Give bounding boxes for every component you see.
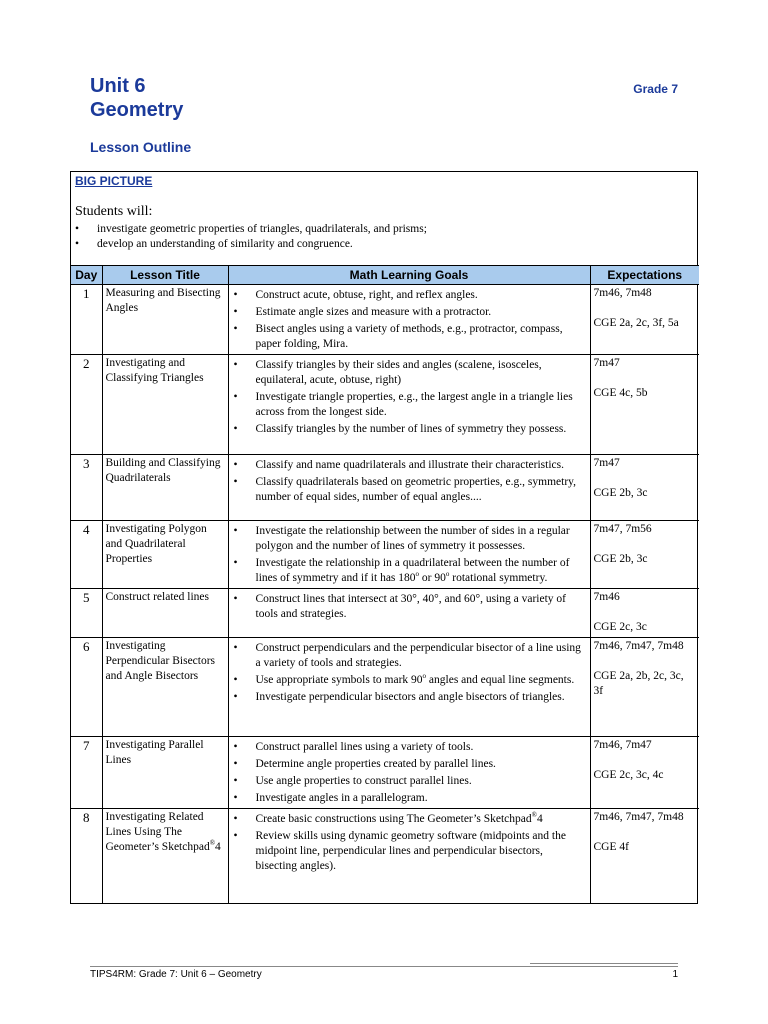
lesson-title-cell: Measuring and Bisecting Angles [102,285,228,355]
expectations-cell [590,638,699,737]
goal-item: • Construct perpendiculars and the perpendicular bisector of a line using a variety of tools and strategies. [232,641,587,671]
day-cell: 4 [71,521,102,589]
lesson-outline-frame [70,171,698,904]
day-cell: 6 [71,638,102,737]
expectations-cell [590,737,699,809]
cge-codes: CGE 2a, 2c, 3f, 5a [593,317,679,329]
goals-cell [228,285,590,355]
expectation-codes: 7m47, 7m56 [593,523,652,535]
goals-cell [228,521,590,589]
lesson-title-cell: Investigating and Classifying Triangles [102,355,228,455]
header-math-goals: Math Learning Goals [228,266,590,285]
cge-codes: CGE 2a, 2b, 2c, 3c, 3f [593,670,684,697]
day-cell: 5 [71,589,102,638]
goal-text: angles and equal line segments. [426,674,575,686]
lesson-title-cell: Investigating Perpendicular Bisectors and Angle Bisectors [102,638,228,737]
goals-cell [228,355,590,455]
goal-item: • Estimate angle sizes and measure with a protractor. [232,305,587,320]
day-cell: 3 [71,455,102,521]
footer-rule-short [530,963,678,964]
goal-item: • Construct lines that intersect at 30°, 40°, and 60°, using a variety of tools and strategies. [232,592,587,622]
lesson-outline-heading: Lesson Outline [90,139,192,155]
day-cell: 7 [71,737,102,809]
table-header-row [71,266,699,285]
degree-mark: o [445,570,450,579]
lesson-title-cell: Investigating Parallel Lines [102,737,228,809]
goal-item [232,812,587,827]
goals-cell [228,455,590,521]
header-lesson-title: Lesson Title [102,266,228,285]
list-item: • investigate geometric properties of triangles, quadrilaterals, and prisms; [75,222,693,237]
goal-item: • Construct parallel lines using a variety of tools. [232,740,587,755]
lesson-title-cell [102,809,228,903]
lesson-title-cell: Building and Classifying Quadrilaterals [102,455,228,521]
degree-mark: o [415,570,420,579]
goals-cell [228,638,590,737]
goals-cell [228,589,590,638]
table-row [71,589,699,638]
goal-item: • Classify quadrilaterals based on geometric properties, e.g., symmetry, number of equal sides, number of equal angles.... [232,475,587,505]
cge-codes: CGE 2c, 3c [593,621,647,633]
expectation-codes: 7m46, 7m48 [593,287,652,299]
registered-mark: ® [209,839,216,848]
lesson-table [71,265,699,903]
unit-subject: Geometry [90,99,184,121]
expectation-codes: 7m46, 7m47, 7m48 [593,640,684,652]
goal-item: • Investigate perpendicular bisectors and angle bisectors of triangles. [232,690,587,705]
table-row [71,355,699,455]
goal-item [232,556,587,586]
lesson-title-text: Investigating Related Lines Using The Geometer’s Sketchpad [105,811,210,853]
day-cell: 1 [71,285,102,355]
expectations-cell [590,521,699,589]
goal-text: Use appropriate symbols to mark 90 [255,674,423,686]
goal-item: • Investigate the relationship between the number of sides in a regular polygon and the number of lines of symmetry it possesses. [232,524,587,554]
registered-mark: ® [531,811,537,820]
degree-mark: o [422,672,427,681]
goal-text: Create basic constructions using The Geometer’s Sketchpad [255,813,532,825]
expectations-cell [590,589,699,638]
big-picture-heading: BIG PICTURE [75,174,153,188]
goal-item: • Bisect angles using a variety of methods, e.g., protractor, compass, paper folding, Mira. [232,322,587,352]
day-cell: 8 [71,809,102,903]
unit-number: Unit 6 [90,75,146,97]
cge-codes: CGE 2c, 3c, 4c [593,769,664,781]
expectation-codes: 7m46, 7m47 [593,739,652,751]
cge-codes: CGE 4f [593,841,629,853]
expectations-cell [590,285,699,355]
list-item: • develop an understanding of similarity and congruence. [75,237,693,252]
goal-text: rotational symmetry. [449,572,548,584]
header-expectations: Expectations [590,266,699,285]
unit-title [90,74,183,122]
page-number: 1 [672,969,678,980]
goal-item: • Determine angle properties created by parallel lines. [232,757,587,772]
table-row [71,809,699,903]
expectations-cell [590,455,699,521]
expectation-codes: 7m46, 7m47, 7m48 [593,811,684,823]
expectation-codes: 7m47 [593,357,620,369]
footer-rule [90,966,678,967]
lesson-title-cell: Investigating Polygon and Quadrilateral Properties [102,521,228,589]
goals-cell [228,737,590,809]
big-picture-intro: Students will: [75,204,153,219]
table-row [71,285,699,355]
goal-item: • Classify triangles by their sides and angles (scalene, isosceles, equilateral, acute, obtuse, right) [232,358,587,388]
goals-cell [228,809,590,903]
footer-source: TIPS4RM: Grade 7: Unit 6 – Geometry [90,969,262,980]
expectation-codes: 7m47 [593,457,620,469]
goal-item: • Use angle properties to construct parallel lines. [232,774,587,789]
lesson-title-version: 4 [215,841,221,853]
goal-text: or 90 [419,572,446,584]
goal-item: • Review skills using dynamic geometry software (midpoints and the midpoint line, perpendicular lines and perpendicular bisectors, bisecting angles). [232,829,587,874]
cge-codes: CGE 4c, 5b [593,387,648,399]
goal-item: • Classify and name quadrilaterals and illustrate their characteristics. [232,458,587,473]
lesson-title-cell: Construct related lines [102,589,228,638]
goal-item: • Classify triangles by the number of lines of symmetry they possess. [232,422,587,437]
expectations-cell [590,809,699,903]
goal-item: • Investigate angles in a parallelogram. [232,791,587,806]
expectation-codes: 7m46 [593,591,620,603]
table-row [71,737,699,809]
day-cell: 2 [71,355,102,455]
goal-item [232,673,587,688]
header-day: Day [71,266,102,285]
goal-item: • Construct acute, obtuse, right, and reflex angles. [232,288,587,303]
big-picture-section [71,172,697,265]
grade-label: Grade 7 [633,82,678,96]
expectations-cell [590,355,699,455]
goal-item: • Investigate triangle properties, e.g., the largest angle in a triangle lies across from the longest side. [232,390,587,420]
goal-text: 4 [536,813,543,825]
cge-codes: CGE 2b, 3c [593,487,648,499]
table-row [71,455,699,521]
big-picture-list [75,222,693,252]
table-row [71,521,699,589]
goal-text: Investigate the relationship in a quadrilateral between the number of lines of symmetry and if it has 180 [255,557,570,584]
table-row [71,638,699,737]
cge-codes: CGE 2b, 3c [593,553,648,565]
